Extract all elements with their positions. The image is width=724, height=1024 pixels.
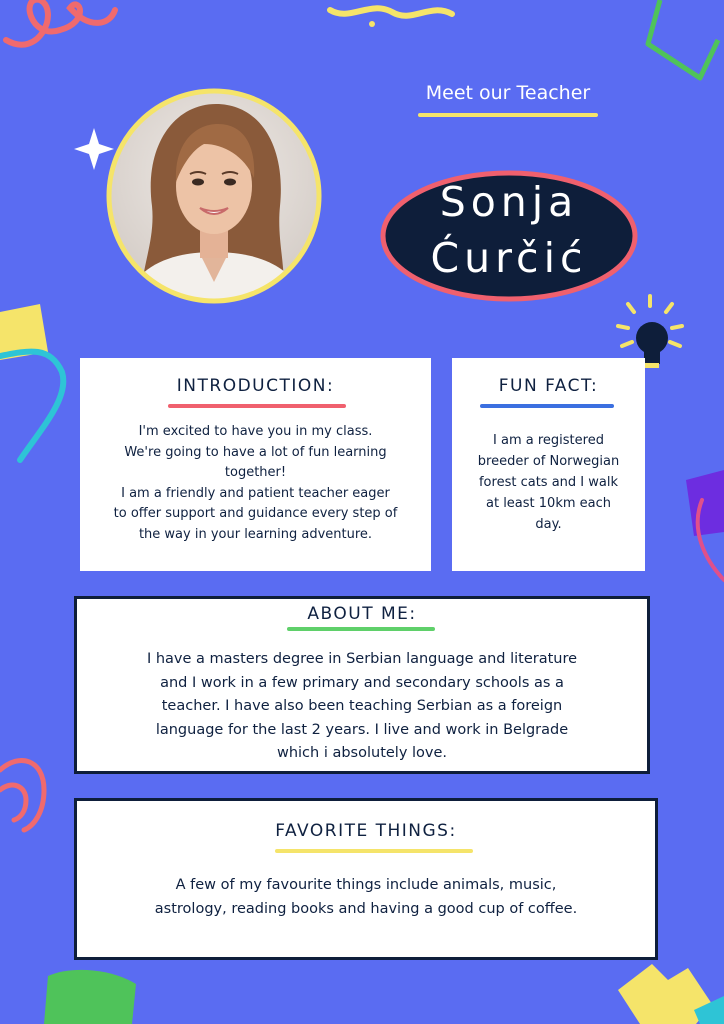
about-me-card — [74, 596, 650, 774]
teacher-first-name: Sonja — [439, 178, 579, 226]
green-square-doodle — [648, 0, 718, 78]
introduction-text: I'm excited to have you in my class. We're going to have a lot of fun learning together! I am a friendly and patient teacher eager to offer support and guidance every step of the way in your learning adventure. — [113, 424, 398, 542]
fun-fact-card — [452, 358, 645, 571]
fun-fact-text: I am a registered breeder of Norwegian forest cats and I walk at least 10km each day. — [477, 433, 620, 532]
fun-fact-underline — [480, 404, 614, 408]
yellow-squiggle-doodle — [330, 8, 452, 15]
coral-arc-doodle — [0, 760, 44, 830]
fun-fact-heading: FUN FACT: — [498, 376, 599, 396]
favorite-things-underline — [275, 849, 473, 853]
about-me-underline — [287, 627, 435, 631]
introduction-heading: INTRODUCTION: — [176, 376, 335, 396]
kicker-underline — [418, 113, 598, 117]
introduction-underline — [168, 404, 346, 408]
meet-our-teacher-label: Meet our Teacher — [425, 82, 591, 104]
about-me-text: I have a masters degree in Serbian language and literature and I work in a few primary and secondary schools as a teacher. I have also been teaching Serbian as a foreign language for the last 2 years. I live and work in Belgrade which i absolutely love. — [146, 651, 578, 761]
teacher-portrait — [104, 86, 324, 306]
favorite-things-card — [74, 798, 658, 960]
favorite-things-heading: FAVORITE THINGS: — [275, 821, 457, 841]
green-shape-doodle — [44, 970, 136, 1024]
teal-line-doodle — [0, 352, 63, 460]
coral-squiggle-doodle — [6, 0, 115, 45]
teacher-last-name: Ćurčić — [430, 234, 588, 282]
about-me-heading: ABOUT ME: — [307, 604, 417, 624]
favorite-things-text: A few of my favourite things include animals, music, astrology, reading books and having a good cup of coffee. — [154, 877, 578, 917]
purple-block-doodle — [686, 470, 724, 536]
introduction-card — [80, 358, 431, 571]
coral-arc-doodle — [0, 785, 26, 820]
